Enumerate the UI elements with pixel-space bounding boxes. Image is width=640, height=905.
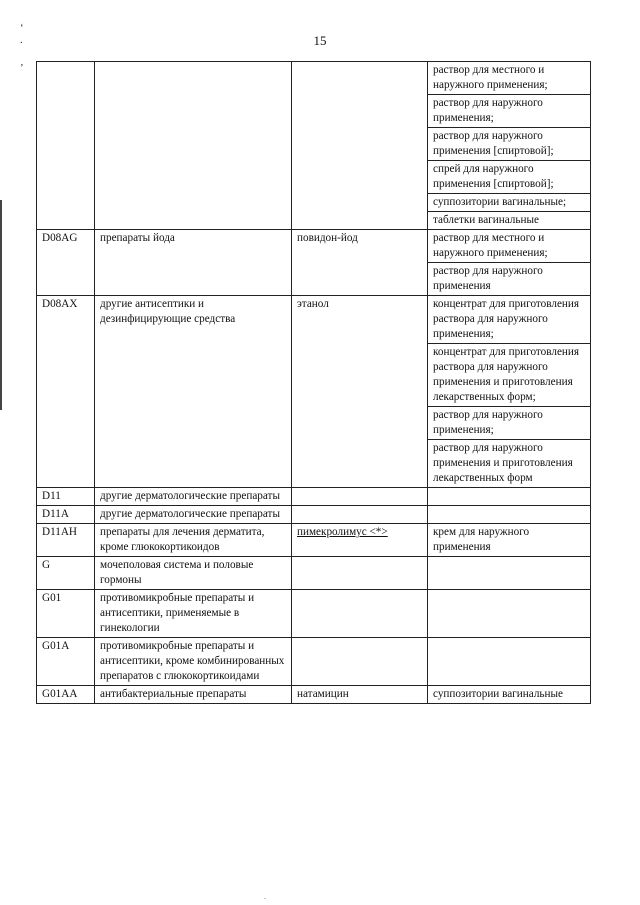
substance-cell bbox=[292, 557, 428, 590]
anatomical-group-cell: другие дерматологические препараты bbox=[95, 506, 292, 524]
anatomical-group-cell: противомикробные препараты и антисептики, кроме комбинированных препаратов с глюкокортикоидами bbox=[95, 638, 292, 686]
atc-code-cell: G01 bbox=[37, 590, 95, 638]
dosage-form-cell: суппозитории вагинальные; bbox=[428, 194, 591, 212]
dosage-form-cell: концентрат для приготовления раствора для наружного применения и приготовления лекарственных форм; bbox=[428, 344, 591, 407]
substance-cell: натамицин bbox=[292, 686, 428, 704]
table-row bbox=[37, 590, 591, 638]
substance-cell: этанол bbox=[292, 296, 428, 488]
atc-code-cell bbox=[37, 62, 95, 230]
anatomical-group-cell: противомикробные препараты и антисептики, применяемые в гинекологии bbox=[95, 590, 292, 638]
dosage-form-cell: раствор для наружного применения bbox=[428, 263, 591, 296]
atc-code-cell: D11AH bbox=[37, 524, 95, 557]
dosage-form-cell: концентрат для приготовления раствора для наружного применения; bbox=[428, 296, 591, 344]
atc-code-cell: D11 bbox=[37, 488, 95, 506]
margin-mark: ‘ bbox=[20, 22, 24, 34]
table-row bbox=[37, 230, 591, 263]
substance-cell: пимекролимус <*> bbox=[292, 524, 428, 557]
dosage-form-cell: таблетки вагинальные bbox=[428, 212, 591, 230]
substance-cell bbox=[292, 506, 428, 524]
page-number: 15 bbox=[313, 33, 327, 48]
anatomical-group-cell: антибактериальные препараты bbox=[95, 686, 292, 704]
atc-code-cell: G bbox=[37, 557, 95, 590]
dosage-form-cell bbox=[428, 506, 591, 524]
substance-cell bbox=[292, 62, 428, 230]
substance-cell: повидон-йод bbox=[292, 230, 428, 296]
substance-cell bbox=[292, 638, 428, 686]
scan-speck: . bbox=[264, 892, 266, 901]
table-row bbox=[37, 506, 591, 524]
atc-code-cell: G01AA bbox=[37, 686, 95, 704]
anatomical-group-cell: другие дерматологические препараты bbox=[95, 488, 292, 506]
dosage-form-cell: раствор для местного и наружного применения; bbox=[428, 62, 591, 95]
margin-mark: ’ bbox=[20, 62, 24, 74]
table-row bbox=[37, 557, 591, 590]
table-row bbox=[37, 638, 591, 686]
drug-table bbox=[36, 61, 591, 704]
anatomical-group-cell: препараты для лечения дерматита, кроме глюкокортикоидов bbox=[95, 524, 292, 557]
table-row bbox=[37, 686, 591, 704]
table-row bbox=[37, 524, 591, 557]
dosage-form-cell bbox=[428, 488, 591, 506]
dosage-form-cell bbox=[428, 590, 591, 638]
binding-edge-line bbox=[0, 200, 2, 410]
margin-mark: . bbox=[20, 34, 23, 46]
dosage-form-cell: раствор для наружного применения [спиртовой]; bbox=[428, 128, 591, 161]
anatomical-group-cell: препараты йода bbox=[95, 230, 292, 296]
anatomical-group-cell: мочеполовая система и половые гормоны bbox=[95, 557, 292, 590]
dosage-form-cell: раствор для наружного применения; bbox=[428, 407, 591, 440]
dosage-form-cell: крем для наружного применения bbox=[428, 524, 591, 557]
anatomical-group-cell: другие антисептики и дезинфицирующие средства bbox=[95, 296, 292, 488]
anatomical-group-cell bbox=[95, 62, 292, 230]
dosage-form-cell: раствор для наружного применения и приготовления лекарственных форм bbox=[428, 440, 591, 488]
dosage-form-cell bbox=[428, 557, 591, 590]
table-row bbox=[37, 488, 591, 506]
atc-code-cell: D11A bbox=[37, 506, 95, 524]
atc-code-cell: D08AX bbox=[37, 296, 95, 488]
dosage-form-cell: суппозитории вагинальные bbox=[428, 686, 591, 704]
table-row bbox=[37, 62, 591, 95]
atc-code-cell: D08AG bbox=[37, 230, 95, 296]
dosage-form-cell: раствор для местного и наружного применения; bbox=[428, 230, 591, 263]
dosage-form-cell: спрей для наружного применения [спиртовой]; bbox=[428, 161, 591, 194]
dosage-form-cell bbox=[428, 638, 591, 686]
dosage-form-cell: раствор для наружного применения; bbox=[428, 95, 591, 128]
substance-cell bbox=[292, 488, 428, 506]
table-row bbox=[37, 296, 591, 344]
atc-code-cell: G01A bbox=[37, 638, 95, 686]
substance-cell bbox=[292, 590, 428, 638]
